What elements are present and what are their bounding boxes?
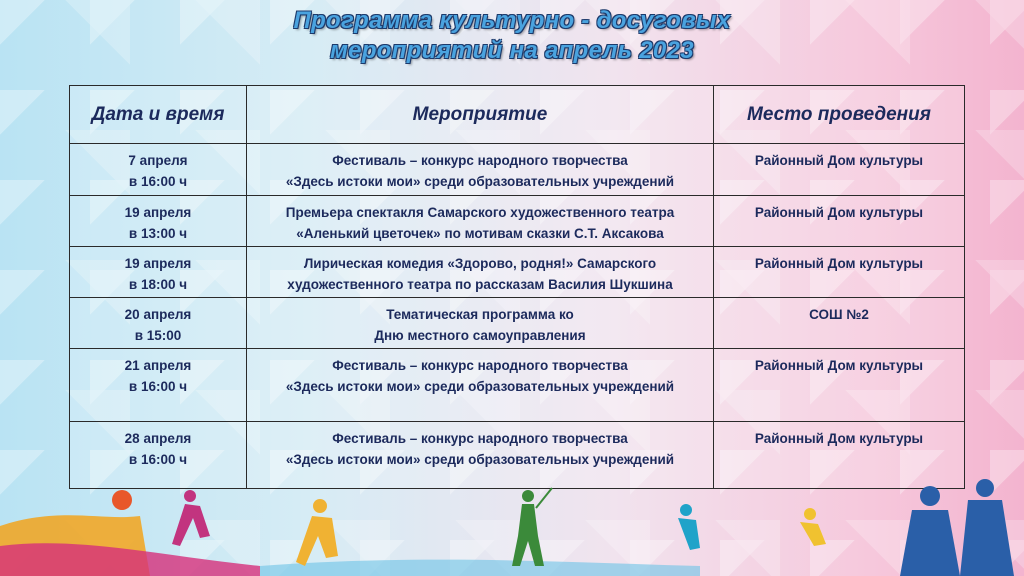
page-title <box>0 6 1024 66</box>
date-time: в 18:00 ч <box>128 277 188 292</box>
event-line-2: «Здесь истоки мои» среди образовательных учреждений <box>285 174 675 189</box>
event-line-2: Дню местного самоуправления <box>374 328 586 343</box>
table-row <box>70 247 965 298</box>
date-day: 7 апреля <box>128 153 188 168</box>
athlete-left-icon <box>172 490 210 546</box>
date-time: в 15:00 <box>134 328 182 343</box>
event-line-1: Фестиваль – конкурс народного творчества <box>332 431 628 446</box>
event-cell <box>247 247 714 298</box>
event-line-2: «Здесь истоки мои» среди образовательных учреждений <box>285 379 675 394</box>
date-cell <box>70 349 247 422</box>
date-cell <box>70 196 247 247</box>
header-event: Мероприятие <box>247 86 714 144</box>
date-cell <box>70 144 247 196</box>
title-line-2: мероприятий на апрель 2023 <box>330 37 694 64</box>
header-date: Дата и время <box>70 86 247 144</box>
date-cell <box>70 247 247 298</box>
place-cell: Районный Дом культуры <box>714 144 965 196</box>
date-time: в 16:00 ч <box>128 174 188 189</box>
date-time: в 16:00 ч <box>128 452 188 467</box>
title-line-1: Программа культурно - досуговых <box>293 7 731 34</box>
event-line-1: Премьера спектакля Самарского художественного театра <box>285 205 675 220</box>
place-cell: Районный Дом культуры <box>714 349 965 422</box>
event-line-1: Лирическая комедия «Здорово, родня!» Самарского <box>303 256 657 271</box>
date-day: 19 апреля <box>124 205 192 220</box>
tennis-player-icon <box>512 488 552 566</box>
event-line-1: Фестиваль – конкурс народного творчества <box>332 153 628 168</box>
athlete-middle-icon <box>296 499 338 566</box>
header-row <box>70 86 965 144</box>
event-line-2: «Здесь истоки мои» среди образовательных учреждений <box>285 452 675 467</box>
event-line-1: Тематическая программа ко <box>386 307 574 322</box>
date-time: в 13:00 ч <box>128 226 188 241</box>
date-day: 21 апреля <box>124 358 192 373</box>
cyclist-icon <box>800 508 826 546</box>
event-line-2: художественного театра по рассказам Василия Шукшина <box>287 277 673 292</box>
table-row <box>70 196 965 247</box>
table-row <box>70 144 965 196</box>
date-day: 28 апреля <box>124 431 192 446</box>
date-day: 19 апреля <box>124 256 192 271</box>
event-cell <box>247 349 714 422</box>
place-cell: Районный Дом культуры <box>714 196 965 247</box>
table-row <box>70 298 965 349</box>
event-cell <box>247 298 714 349</box>
date-day: 20 апреля <box>124 307 192 322</box>
schedule-table <box>69 85 965 489</box>
event-line-1: Фестиваль – конкурс народного творчества <box>332 358 628 373</box>
header-place: Место проведения <box>714 86 965 144</box>
event-cell <box>247 144 714 196</box>
blue-swirl <box>260 560 700 576</box>
table-row <box>70 349 965 422</box>
athletes-right-icon <box>900 479 1014 576</box>
place-cell: Районный Дом культуры <box>714 247 965 298</box>
ball-icon <box>112 490 132 510</box>
runner-icon <box>678 504 700 550</box>
event-line-2: «Аленький цветочек» по мотивам сказки С.Т. Аксакова <box>296 226 664 241</box>
date-cell <box>70 298 247 349</box>
event-cell <box>247 196 714 247</box>
sports-decoration <box>0 466 1024 576</box>
place-cell: Районный Дом культуры <box>714 422 965 489</box>
date-time: в 16:00 ч <box>128 379 188 394</box>
place-cell: СОШ №2 <box>714 298 965 349</box>
